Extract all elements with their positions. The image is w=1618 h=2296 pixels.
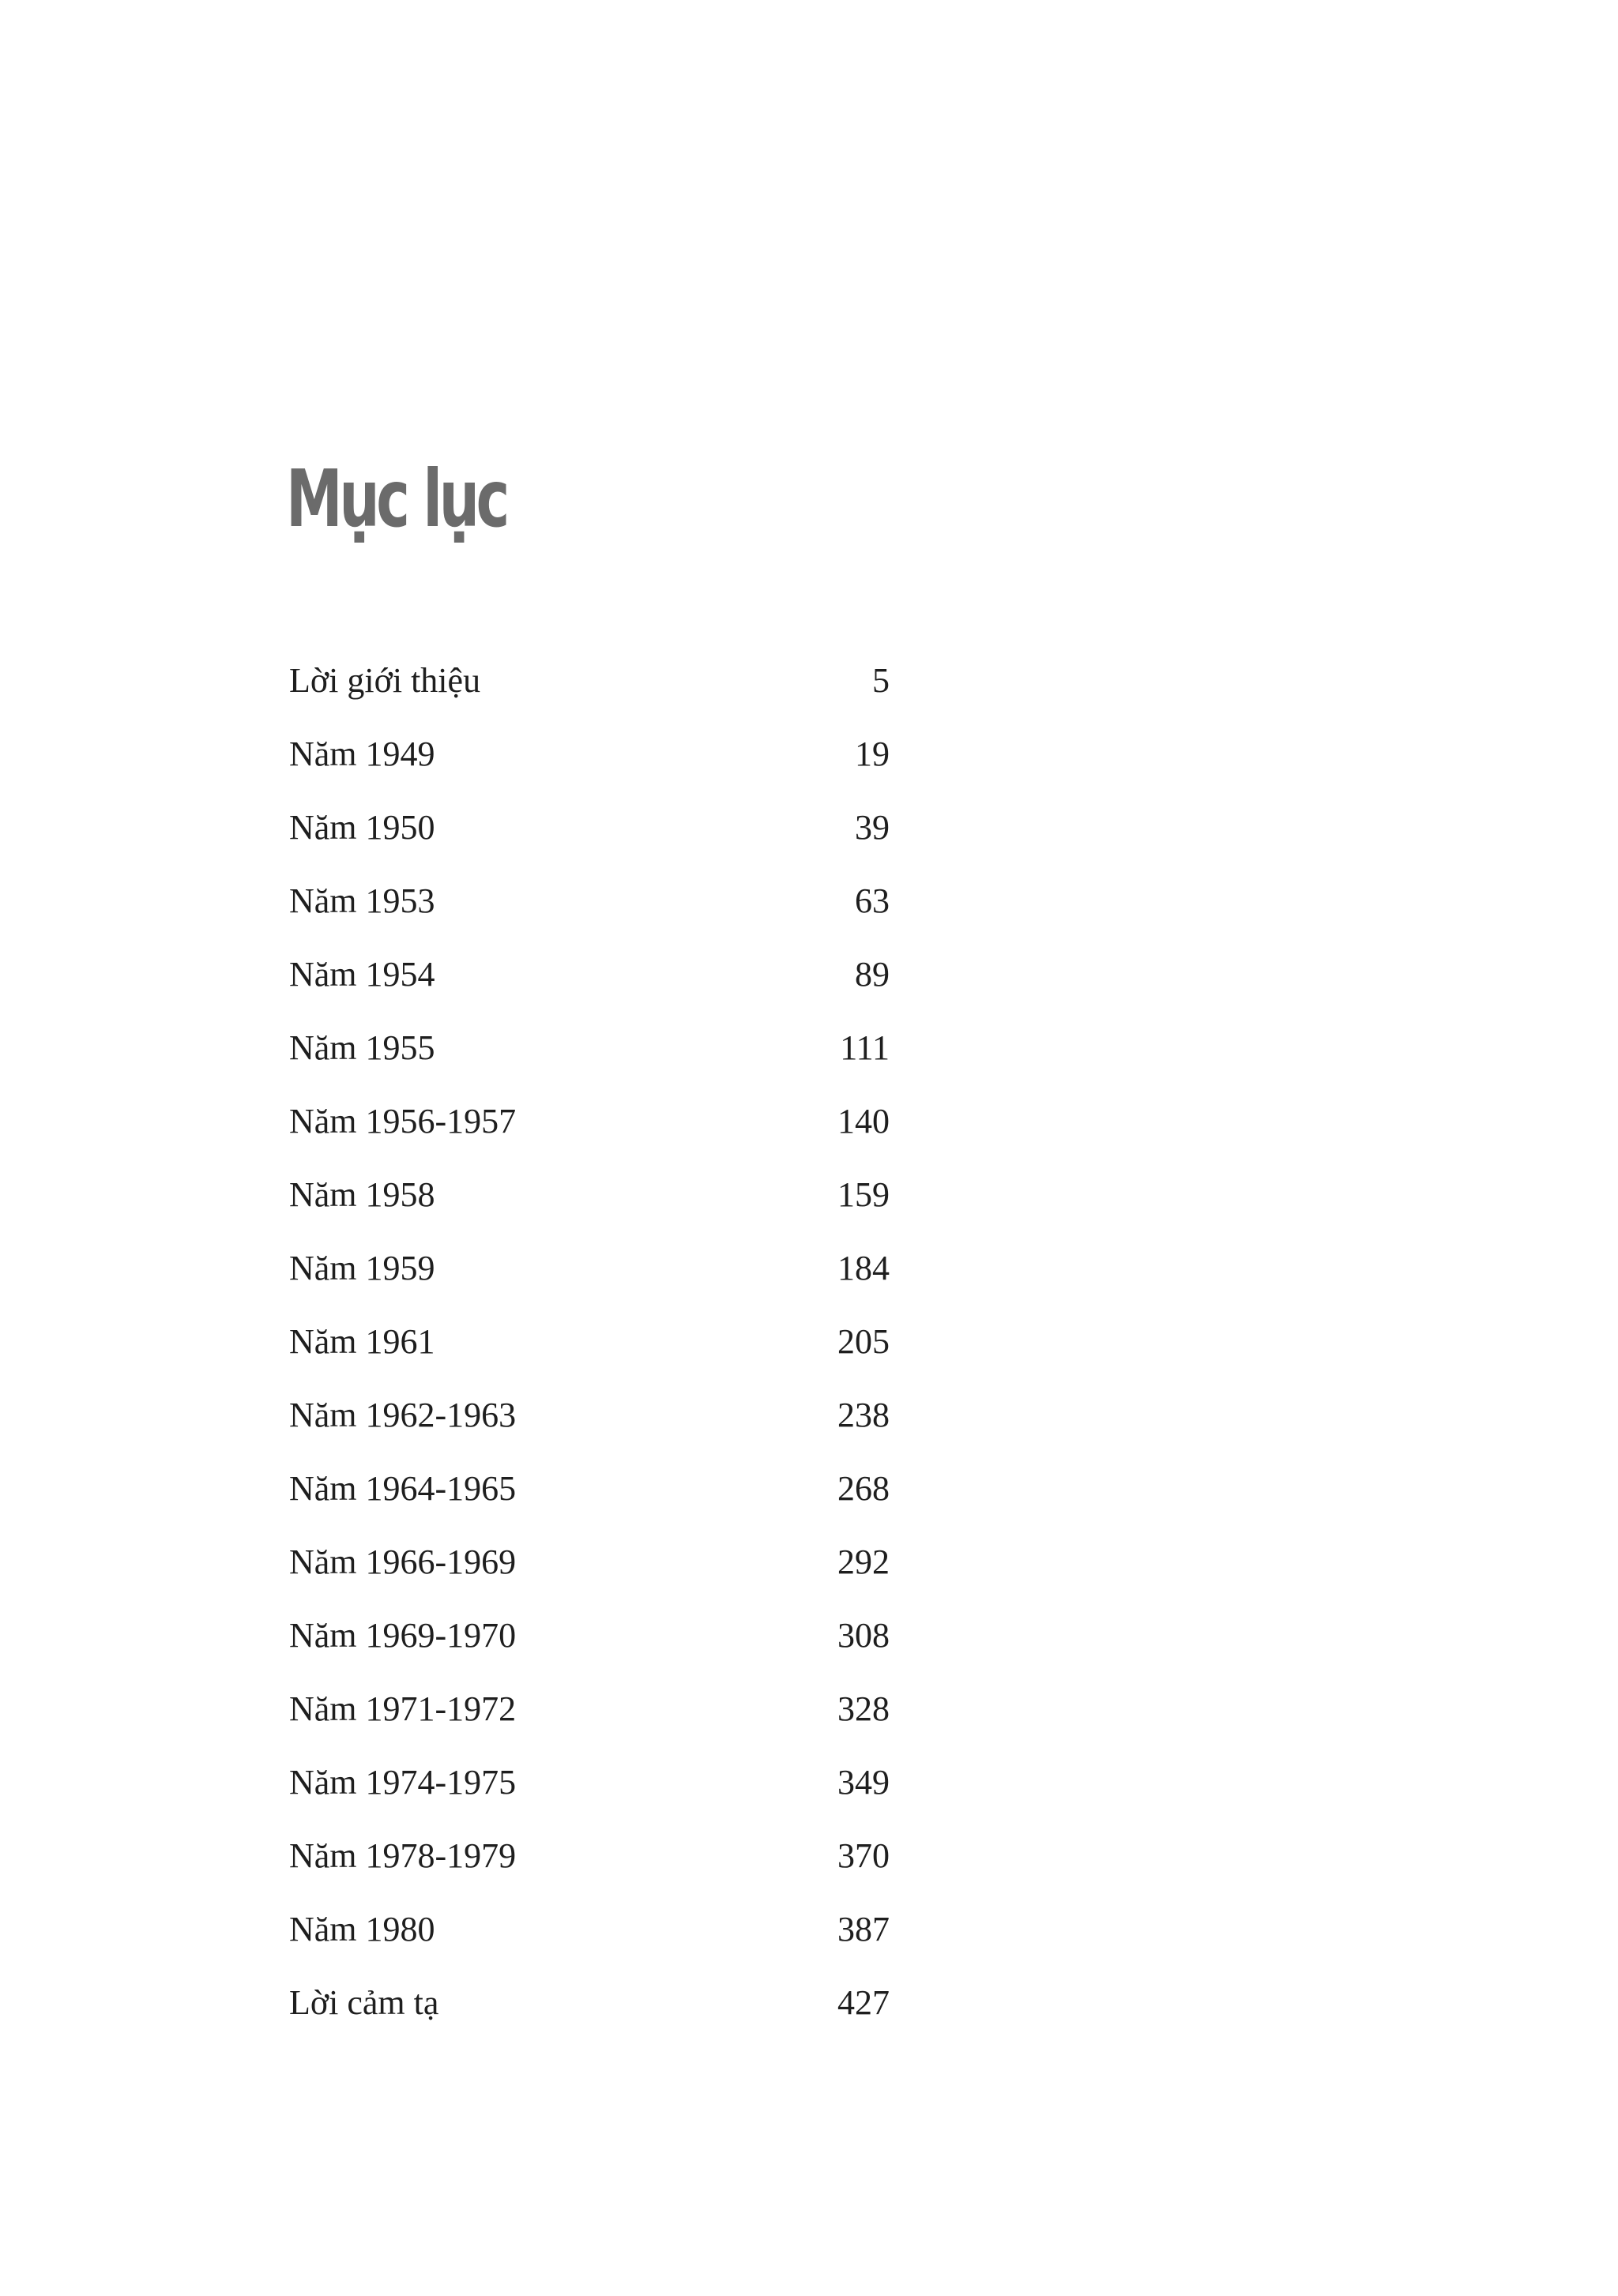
toc-entry-label: Lời cảm tạ [289,1983,439,2022]
toc-entry-page-number: 63 [855,881,890,920]
toc-entry-page-number: 5 [872,661,890,700]
table-of-contents [289,644,890,2039]
toc-entry-page-number: 184 [837,1249,890,1287]
toc-entry [289,1378,890,1452]
toc-entry-page-number: 39 [855,808,890,847]
toc-entry-label: Năm 1949 [289,735,435,773]
toc-entry [289,1525,890,1599]
toc-entry [289,717,890,791]
toc-entry-page-number: 370 [837,1836,890,1875]
toc-entry-label: Năm 1955 [289,1028,435,1067]
toc-entry-page-number: 268 [837,1469,890,1508]
toc-entry-page-number: 140 [837,1102,890,1140]
toc-entry-label: Năm 1978-1979 [289,1836,517,1875]
toc-entry-label: Năm 1950 [289,808,435,847]
toc-entry [289,1084,890,1158]
toc-entry-page-number: 159 [837,1175,890,1214]
toc-entry [289,1305,890,1378]
toc-entry-page-number: 111 [840,1028,890,1067]
toc-entry-page-number: 427 [837,1983,890,2022]
toc-entry-page-number: 89 [855,955,890,994]
toc-entry [289,1599,890,1672]
toc-entry-label: Năm 1958 [289,1175,435,1214]
toc-entry-label: Năm 1961 [289,1322,435,1361]
toc-entry [289,1745,890,1819]
toc-entry [289,938,890,1011]
toc-entry-page-number: 349 [837,1763,890,1802]
toc-entry [289,864,890,938]
toc-entry-label: Năm 1959 [289,1249,435,1287]
page-title: Mục lục [286,453,507,545]
toc-entry-label: Năm 1966-1969 [289,1543,517,1581]
toc-entry-label: Năm 1954 [289,955,435,994]
toc-entry-page-number: 292 [837,1543,890,1581]
toc-entry-page-number: 328 [837,1689,890,1728]
toc-entry-label: Năm 1964-1965 [289,1469,517,1508]
toc-entry [289,1819,890,1892]
toc-entry-label: Năm 1956-1957 [289,1102,517,1140]
toc-entry [289,1672,890,1745]
toc-entry-page-number: 205 [837,1322,890,1361]
toc-entry-label: Năm 1962-1963 [289,1396,517,1434]
toc-entry [289,1011,890,1084]
toc-entry [289,1452,890,1525]
toc-entry [289,1892,890,1966]
toc-entry-label: Năm 1971-1972 [289,1689,517,1728]
toc-entry-label: Năm 1980 [289,1910,435,1948]
toc-entry-label: Năm 1974-1975 [289,1763,517,1802]
toc-entry [289,644,890,717]
toc-entry [289,1158,890,1231]
toc-entry-label: Năm 1953 [289,881,435,920]
toc-entry-label: Lời giới thiệu [289,661,481,700]
toc-entry-page-number: 308 [837,1616,890,1655]
toc-entry-page-number: 387 [837,1910,890,1948]
toc-entry [289,791,890,864]
toc-entry-page-number: 19 [855,735,890,773]
toc-entry-page-number: 238 [837,1396,890,1434]
toc-entry [289,1966,890,2039]
toc-entry [289,1231,890,1305]
toc-entry-label: Năm 1969-1970 [289,1616,517,1655]
